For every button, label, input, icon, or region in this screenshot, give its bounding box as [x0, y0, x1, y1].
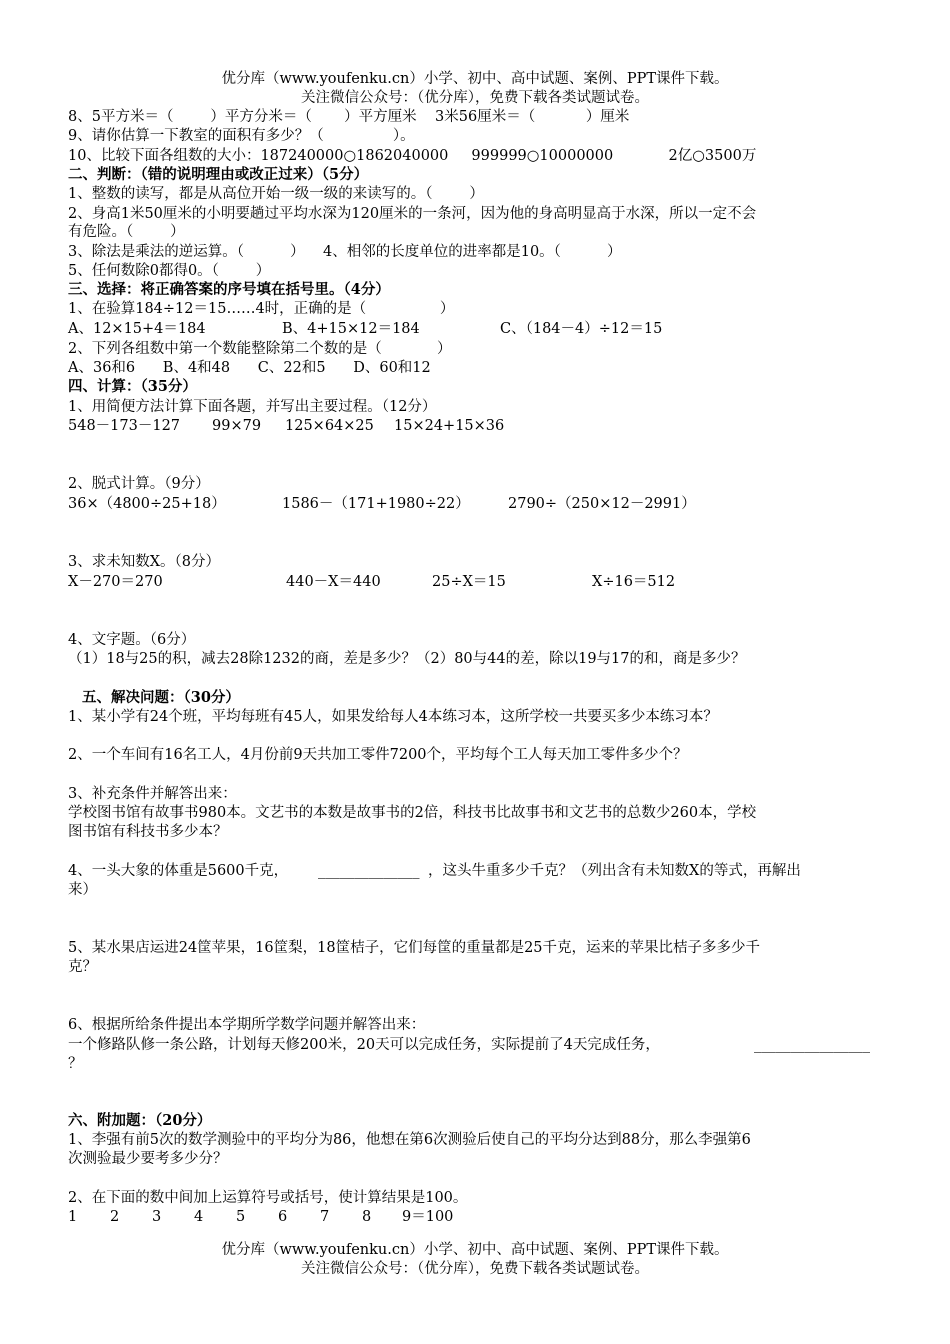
calc-part4-text: （1）18与25的积，减去28除1232的商，差是多少？（2）80与44的差，除以19与17的和，商是多少？ — [68, 651, 746, 667]
choice-q1-option-b: B、4+15×12＝184 — [282, 321, 420, 337]
choice-q2-options: A、36和6 B、4和48 C、22和5 D、60和12 — [68, 360, 431, 376]
calc-part1: 1、用简便方法计算下面各题，并写出主要过程。（12分） — [68, 399, 437, 415]
solve-q3: 3、补充条件并解答出来： — [68, 786, 237, 802]
solve-q6-text: 一个修路队修一条公路，计划每天修200米，20天可以完成任务，实际提前了4天完成任务， — [68, 1037, 660, 1053]
solve-q5-line1: 5、某水果店运进24筐苹果，16筐梨，18筐桔子，它们每筐的重量都是25千克，运来的苹果比桔子多多少千 — [68, 940, 761, 956]
header-line-2: 关注微信公众号：（优分库），免费下载各类试题试卷。 — [301, 90, 649, 106]
judge-q2-line2: 有危险。（ ） — [68, 224, 185, 240]
solve-q4-start: 4、一头大象的体重是5600千克， — [68, 863, 289, 879]
fill-q10: 10、比较下面各组数的大小：187240000○1862040000 999999○10000000 2亿○3500万 — [68, 148, 757, 164]
calc-part3-item: X－270＝270 — [68, 574, 163, 590]
calc-part1-item: 125×64×25 — [285, 418, 374, 434]
solve-q2: 2、一个车间有16名工人，4月份前9天共加工零件7200个，平均每个工人每天加工零件多少个？ — [68, 747, 688, 763]
extra-q2-number: 3 — [152, 1209, 162, 1225]
extra-q2-number: 7 — [320, 1209, 330, 1225]
fill-q8: 8、5平方米＝（ ）平方分米＝（ ）平方厘米 3米56厘米＝（ ）厘米 — [68, 109, 630, 125]
choice-q1-option-a: A、12×15+4＝184 — [68, 321, 206, 337]
extra-title: 六、附加题：（20分） — [68, 1112, 212, 1129]
judge-title: 二、判断：（错的说明理由或改正过来）（5分） — [68, 166, 369, 183]
calc-part4: 4、文字题。（6分） — [68, 632, 196, 648]
solve-q6-end: ？ — [68, 1056, 83, 1072]
choice-q2: 2、下列各组数中第一个数能整除第二个数的是（ ） — [68, 341, 452, 357]
solve-title: 五、解决问题：（30分） — [82, 689, 240, 706]
calc-part1-item: 548－173－127 — [68, 418, 181, 434]
calc-part2-item: 2790÷（250×12－2991） — [508, 496, 696, 512]
fill-q9: 9、请你估算一下教室的面积有多少？（ ）。 — [68, 128, 415, 144]
judge-q3-q4: 3、除法是乘法的逆运算。（ ） 4、相邻的长度单位的进率都是10。（ ） — [68, 244, 622, 260]
judge-q2-line1: 2、身高1米50厘米的小明要趟过平均水深为120厘米的一条河，因为他的身高明显高于水深，所以一定不会 — [68, 206, 757, 222]
solve-q1: 1、某小学有24个班，平均每班有45人，如果发给每人4本练习本，这所学校一共要买多少本练习本？ — [68, 709, 718, 725]
extra-q2-number: 1 — [68, 1209, 78, 1225]
footer-line-2: 关注微信公众号：（优分库），免费下载各类试题试卷。 — [301, 1261, 649, 1277]
solve-q4-end: ，这头牛重多少千克？（列出含有未知数X的等式，再解出 — [428, 863, 801, 879]
solve-q3-line2: 图书馆有科技书多少本？ — [68, 824, 228, 840]
calc-part3: 3、求未知数X。（8分） — [68, 554, 221, 570]
choice-title: 三、选择：将正确答案的序号填在括号里。（4分） — [68, 281, 390, 298]
extra-q1-line2: 次测验最少要考多少分？ — [68, 1151, 228, 1167]
calc-part3-item: 440－X＝440 — [286, 574, 381, 590]
header-line-1: 优分库（www.youfenku.cn）小学、初中、高中试题、案例、PPT课件下载。 — [221, 71, 729, 87]
extra-q2: 2、在下面的数中间加上运算符号或括号，使计算结果是100。 — [68, 1190, 468, 1206]
solve-q4-blank: ______________ — [318, 863, 420, 879]
extra-q1-line1: 1、李强有前5次的数学测验中的平均分为86，他想在第6次测验后使自己的平均分达到88分，那么李强第6 — [68, 1132, 751, 1148]
footer-line-1: 优分库（www.youfenku.cn）小学、初中、高中试题、案例、PPT课件下载。 — [221, 1242, 729, 1258]
extra-q2-number: 2 — [110, 1209, 120, 1225]
extra-q2-number: 8 — [362, 1209, 372, 1225]
extra-q2-number: 5 — [236, 1209, 246, 1225]
calc-part2-item: 1586－（171+1980÷22） — [282, 496, 470, 512]
calc-part2: 2、脱式计算。（9分） — [68, 476, 210, 492]
calc-part2-item: 36×（4800÷25+18） — [68, 496, 226, 512]
calc-part1-item: 99×79 — [212, 418, 262, 434]
extra-q2-number: 4 — [194, 1209, 204, 1225]
solve-q5-line2: 克？ — [68, 959, 97, 975]
solve-q6: 6、根据所给条件提出本学期所学数学问题并解答出来： — [68, 1017, 426, 1033]
judge-q5: 5、任何数除0都得0。（ ） — [68, 263, 271, 279]
calc-title: 四、计算：（35分） — [68, 378, 197, 395]
choice-q1: 1、在验算184÷12＝15……4时，正确的是（ ） — [68, 301, 455, 317]
solve-q6-blank: ________________ — [754, 1037, 870, 1053]
judge-q1: 1、整数的读写，都是从高位开始一级一级的来读写的。（ ） — [68, 186, 484, 202]
calc-part3-item: 25÷X＝15 — [432, 574, 506, 590]
calc-part1-item: 15×24+15×36 — [394, 418, 505, 434]
solve-q3-line1: 学校图书馆有故事书980本。文艺书的本数是故事书的2倍，科技书比故事书和文艺书的总数少260本，学校 — [68, 805, 757, 821]
solve-q4-cont: 来） — [68, 882, 97, 898]
calc-part3-item: X÷16＝512 — [592, 574, 676, 590]
extra-q2-number: 9＝100 — [402, 1209, 454, 1225]
choice-q1-option-c: C、（184－4）÷12＝15 — [500, 321, 663, 337]
extra-q2-number: 6 — [278, 1209, 288, 1225]
